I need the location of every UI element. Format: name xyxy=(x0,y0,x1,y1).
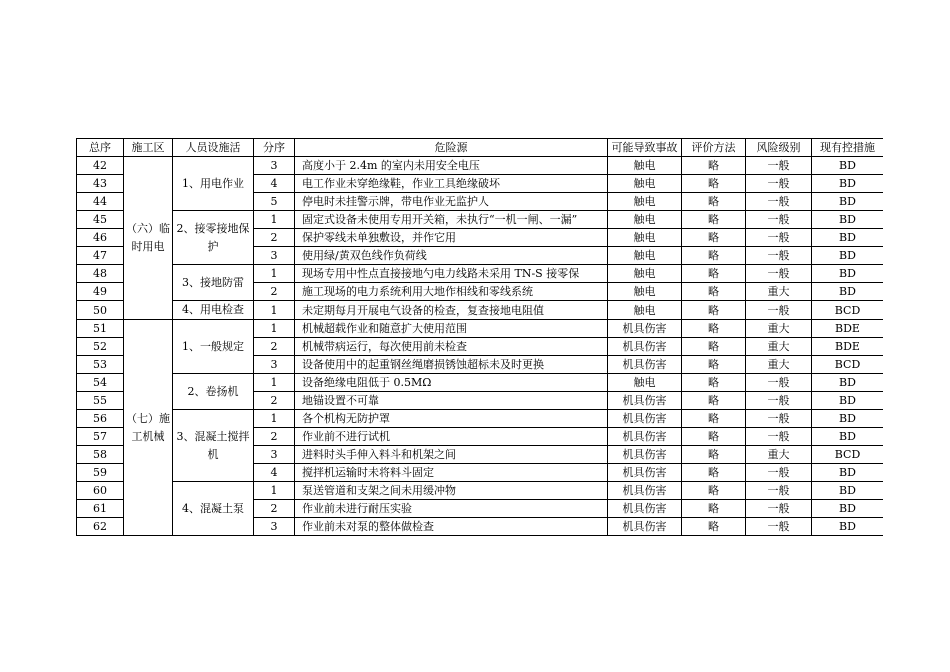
cell-no: 50 xyxy=(77,301,124,320)
cell-no: 46 xyxy=(77,229,124,247)
cell-sub-no: 4 xyxy=(254,175,295,193)
cell-hazard: 设备使用中的起重钢丝绳磨损锈蚀超标未及时更换 xyxy=(295,356,608,374)
cell-accident: 机具伤害 xyxy=(608,320,682,338)
cell-measure: BD xyxy=(812,518,884,536)
cell-hazard: 作业前未对泵的整体做检查 xyxy=(295,518,608,536)
cell-method: 略 xyxy=(682,356,746,374)
subgroup-lightning-grounding: 3、接地防雷 xyxy=(173,265,254,301)
cell-sub-no: 3 xyxy=(254,247,295,265)
cell-accident: 触电 xyxy=(608,374,682,392)
cell-method: 略 xyxy=(682,247,746,265)
cell-no: 48 xyxy=(77,265,124,283)
cell-measure: BD xyxy=(812,410,884,428)
cell-method: 略 xyxy=(682,229,746,247)
header-area: 施工区 xyxy=(124,139,173,157)
cell-accident: 触电 xyxy=(608,301,682,320)
cell-accident: 机具伤害 xyxy=(608,410,682,428)
cell-measure: BDE xyxy=(812,338,884,356)
cell-level: 一般 xyxy=(746,175,812,193)
cell-hazard: 停电时未挂警示牌，带电作业无监护人 xyxy=(295,193,608,211)
cell-level: 一般 xyxy=(746,157,812,175)
cell-hazard: 电工作业未穿绝缘鞋，作业工具绝缘破坏 xyxy=(295,175,608,193)
cell-hazard: 设备绝缘电阻低于 0.5MΩ xyxy=(295,374,608,392)
cell-hazard: 进料时头手伸入料斗和机架之间 xyxy=(295,446,608,464)
hazard-table-sheet xyxy=(76,138,883,538)
cell-method: 略 xyxy=(682,518,746,536)
cell-hazard: 泵送管道和支架之间未用缓冲物 xyxy=(295,482,608,500)
cell-level: 一般 xyxy=(746,211,812,229)
cell-hazard: 保护零线未单独敷设，并作它用 xyxy=(295,229,608,247)
cell-accident: 机具伤害 xyxy=(608,464,682,482)
cell-hazard: 高度小于 2.4m 的室内未用安全电压 xyxy=(295,157,608,175)
cell-level: 一般 xyxy=(746,374,812,392)
cell-measure: BD xyxy=(812,211,884,229)
header-accident: 可能导致事故 xyxy=(608,139,682,157)
cell-method: 略 xyxy=(682,157,746,175)
cell-sub-no: 1 xyxy=(254,320,295,338)
subgroup-concrete-mixer: 3、混凝土搅拌机 xyxy=(173,410,254,482)
cell-sub-no: 4 xyxy=(254,464,295,482)
cell-level: 一般 xyxy=(746,265,812,283)
cell-no: 60 xyxy=(77,482,124,500)
cell-no: 44 xyxy=(77,193,124,211)
header-total-no: 总序 xyxy=(77,139,124,157)
cell-sub-no: 3 xyxy=(254,446,295,464)
cell-level: 重大 xyxy=(746,320,812,338)
cell-measure: BD xyxy=(812,428,884,446)
cell-measure: BD xyxy=(812,283,884,301)
cell-level: 重大 xyxy=(746,283,812,301)
cell-measure: BCD xyxy=(812,446,884,464)
cell-sub-no: 2 xyxy=(254,229,295,247)
cell-measure: BD xyxy=(812,193,884,211)
cell-method: 略 xyxy=(682,283,746,301)
cell-sub-no: 1 xyxy=(254,374,295,392)
cell-no: 61 xyxy=(77,500,124,518)
cell-no: 43 xyxy=(77,175,124,193)
cell-method: 略 xyxy=(682,500,746,518)
cell-measure: BD xyxy=(812,157,884,175)
cell-sub-no: 2 xyxy=(254,500,295,518)
cell-level: 一般 xyxy=(746,229,812,247)
cell-level: 一般 xyxy=(746,193,812,211)
cell-accident: 触电 xyxy=(608,175,682,193)
cell-method: 略 xyxy=(682,428,746,446)
cell-accident: 触电 xyxy=(608,193,682,211)
cell-method: 略 xyxy=(682,301,746,320)
cell-measure: BD xyxy=(812,175,884,193)
cell-accident: 触电 xyxy=(608,157,682,175)
cell-no: 54 xyxy=(77,374,124,392)
cell-measure: BD xyxy=(812,392,884,410)
header-measure: 现有控措施 xyxy=(812,139,884,157)
cell-accident: 机具伤害 xyxy=(608,356,682,374)
cell-level: 一般 xyxy=(746,301,812,320)
cell-measure: BD xyxy=(812,265,884,283)
cell-measure: BD xyxy=(812,482,884,500)
cell-no: 57 xyxy=(77,428,124,446)
cell-method: 略 xyxy=(682,175,746,193)
cell-measure: BD xyxy=(812,229,884,247)
cell-no: 53 xyxy=(77,356,124,374)
table-row xyxy=(77,301,884,320)
cell-accident: 机具伤害 xyxy=(608,392,682,410)
cell-sub-no: 1 xyxy=(254,301,295,320)
cell-no: 42 xyxy=(77,157,124,175)
cell-measure: BD xyxy=(812,464,884,482)
subgroup-general-rules: 1、一般规定 xyxy=(173,320,254,374)
cell-sub-no: 2 xyxy=(254,392,295,410)
cell-method: 略 xyxy=(682,410,746,428)
subgroup-power-inspection: 4、用电检查 xyxy=(173,301,254,320)
cell-sub-no: 1 xyxy=(254,265,295,283)
cell-method: 略 xyxy=(682,464,746,482)
cell-accident: 机具伤害 xyxy=(608,500,682,518)
cell-method: 略 xyxy=(682,320,746,338)
cell-hazard: 使用绿/黄双色线作负荷线 xyxy=(295,247,608,265)
cell-accident: 机具伤害 xyxy=(608,428,682,446)
cell-level: 一般 xyxy=(746,428,812,446)
cell-accident: 机具伤害 xyxy=(608,446,682,464)
cell-hazard: 固定式设备未使用专用开关箱，未执行“一机一闸、一漏” xyxy=(295,211,608,229)
cell-measure: BCD xyxy=(812,356,884,374)
cell-accident: 触电 xyxy=(608,229,682,247)
cell-method: 略 xyxy=(682,482,746,500)
cell-hazard: 作业前不进行试机 xyxy=(295,428,608,446)
cell-sub-no: 3 xyxy=(254,356,295,374)
subgroup-power-work: 1、用电作业 xyxy=(173,157,254,211)
table-row xyxy=(77,374,884,392)
group-temporary-power: （六）临时用电 xyxy=(124,157,173,320)
subgroup-hoist: 2、卷扬机 xyxy=(173,374,254,410)
cell-measure: BD xyxy=(812,247,884,265)
cell-no: 56 xyxy=(77,410,124,428)
cell-no: 62 xyxy=(77,518,124,536)
cell-sub-no: 2 xyxy=(254,338,295,356)
table-row xyxy=(77,410,884,428)
cell-level: 一般 xyxy=(746,392,812,410)
table-row xyxy=(77,211,884,229)
cell-hazard: 未定期每月开展电气设备的检查，复查接地电阻值 xyxy=(295,301,608,320)
cell-sub-no: 2 xyxy=(254,283,295,301)
cell-no: 49 xyxy=(77,283,124,301)
cell-measure: BCD xyxy=(812,301,884,320)
cell-no: 47 xyxy=(77,247,124,265)
cell-measure: BDE xyxy=(812,320,884,338)
cell-method: 略 xyxy=(682,338,746,356)
cell-sub-no: 1 xyxy=(254,482,295,500)
cell-sub-no: 3 xyxy=(254,518,295,536)
cell-sub-no: 3 xyxy=(254,157,295,175)
cell-sub-no: 2 xyxy=(254,428,295,446)
cell-no: 45 xyxy=(77,211,124,229)
cell-no: 58 xyxy=(77,446,124,464)
cell-method: 略 xyxy=(682,211,746,229)
cell-sub-no: 1 xyxy=(254,410,295,428)
cell-measure: BD xyxy=(812,374,884,392)
table-header-row xyxy=(77,139,884,157)
header-sub-no: 分序 xyxy=(254,139,295,157)
table-row xyxy=(77,482,884,500)
header-activity: 人员设施活 xyxy=(173,139,254,157)
cell-no: 51 xyxy=(77,320,124,338)
cell-level: 一般 xyxy=(746,518,812,536)
table-row xyxy=(77,265,884,283)
table-row xyxy=(77,320,884,338)
cell-level: 一般 xyxy=(746,500,812,518)
cell-level: 一般 xyxy=(746,410,812,428)
cell-level: 一般 xyxy=(746,482,812,500)
group-construction-machinery: （七）施工机械 xyxy=(124,320,173,536)
cell-level: 重大 xyxy=(746,446,812,464)
header-hazard: 危险源 xyxy=(295,139,608,157)
cell-sub-no: 1 xyxy=(254,211,295,229)
cell-hazard: 施工现场的电力系统利用大地作相线和零线系统 xyxy=(295,283,608,301)
table-row xyxy=(77,157,884,175)
cell-hazard: 各个机构无防护罩 xyxy=(295,410,608,428)
cell-hazard: 机械带病运行，每次使用前未检查 xyxy=(295,338,608,356)
subgroup-concrete-pump: 4、混凝土泵 xyxy=(173,482,254,536)
cell-hazard: 地锚设置不可靠 xyxy=(295,392,608,410)
cell-no: 59 xyxy=(77,464,124,482)
cell-accident: 触电 xyxy=(608,247,682,265)
cell-accident: 机具伤害 xyxy=(608,518,682,536)
hazard-table xyxy=(76,138,883,536)
cell-accident: 触电 xyxy=(608,265,682,283)
cell-method: 略 xyxy=(682,193,746,211)
cell-method: 略 xyxy=(682,392,746,410)
header-method: 评价方法 xyxy=(682,139,746,157)
cell-accident: 触电 xyxy=(608,283,682,301)
cell-no: 55 xyxy=(77,392,124,410)
cell-no: 52 xyxy=(77,338,124,356)
cell-accident: 机具伤害 xyxy=(608,482,682,500)
cell-method: 略 xyxy=(682,446,746,464)
cell-accident: 触电 xyxy=(608,211,682,229)
cell-hazard: 作业前未进行耐压实验 xyxy=(295,500,608,518)
cell-method: 略 xyxy=(682,265,746,283)
header-level: 风险级别 xyxy=(746,139,812,157)
cell-sub-no: 5 xyxy=(254,193,295,211)
cell-level: 一般 xyxy=(746,247,812,265)
cell-level: 一般 xyxy=(746,464,812,482)
cell-measure: BD xyxy=(812,500,884,518)
cell-level: 重大 xyxy=(746,338,812,356)
cell-hazard: 现场专用中性点直接接地勺电力线路未采用 TN-S 接零保 xyxy=(295,265,608,283)
cell-hazard: 机械超载作业和随意扩大使用范围 xyxy=(295,320,608,338)
cell-hazard: 搅拌机运输时未将料斗固定 xyxy=(295,464,608,482)
cell-accident: 机具伤害 xyxy=(608,338,682,356)
cell-method: 略 xyxy=(682,374,746,392)
subgroup-grounding-protection: 2、接零接地保护 xyxy=(173,211,254,265)
cell-level: 重大 xyxy=(746,356,812,374)
